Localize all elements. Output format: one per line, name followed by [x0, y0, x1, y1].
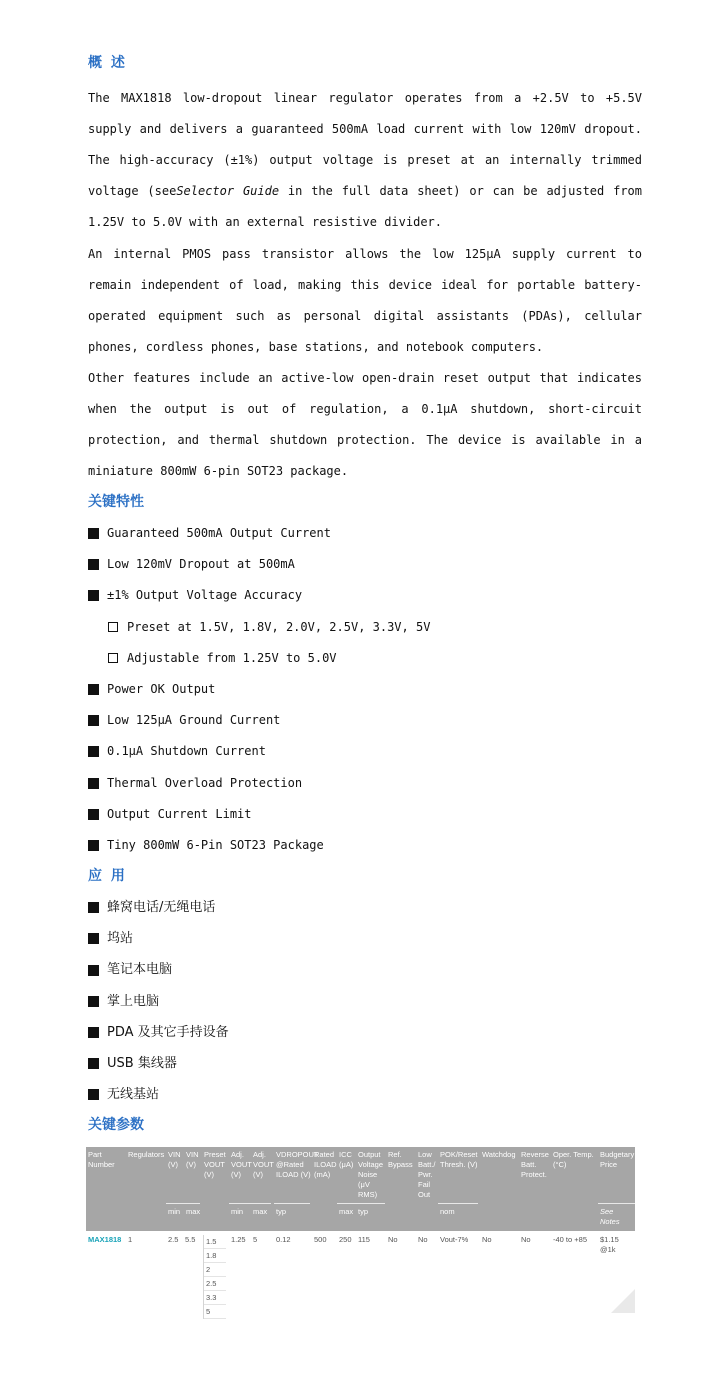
features-heading: 关键特性 — [88, 494, 144, 510]
sub-vdrop-typ: typ — [276, 1207, 287, 1216]
overview-heading: 概 述 — [88, 55, 127, 71]
preset-value: 1.8 — [204, 1249, 226, 1263]
feature-item: Guaranteed 500mA Output Current — [88, 518, 642, 549]
application-item: 无线基站 — [88, 1079, 642, 1110]
features-list — [88, 518, 642, 861]
bullet-square-icon — [88, 933, 99, 944]
feature-subitem: Adjustable from 1.25V to 5.0V — [88, 643, 642, 674]
bullet-square-icon — [88, 778, 99, 789]
preset-value: 1.5 — [204, 1235, 226, 1249]
bullet-square-icon — [88, 1058, 99, 1069]
cell-vin-max: 5.5 — [185, 1235, 196, 1244]
bullet-square-icon — [88, 1089, 99, 1100]
cell-low-batt: No — [418, 1235, 428, 1244]
overview-paragraph-1 — [88, 83, 642, 238]
feature-item: Power OK Output — [88, 674, 642, 705]
feature-item: Output Current Limit — [88, 799, 642, 830]
application-item: PDA 及其它手持设备 — [88, 1017, 642, 1048]
feature-item: ±1% Output Voltage Accuracy — [88, 580, 642, 611]
col-adj-vout-min: Adj. VOUT (V) — [231, 1150, 252, 1179]
subheader-divider — [229, 1203, 271, 1204]
overview-paragraph-3: Other features include an active-low open-drain reset output that indicates when the output is out of regulation, a 0.1μA shutdown, short-circuit protection, and thermal shutdown protection. The device is available in a miniature 800mW 6-pin SOT23 package. — [88, 371, 642, 478]
col-reverse-batt: Reverse Batt. Protect. — [521, 1150, 549, 1179]
col-budgetary-price: Budgetary Price — [600, 1150, 635, 1169]
parameters-heading: 关键参数 — [88, 1117, 144, 1134]
subheader-divider — [438, 1203, 478, 1204]
bullet-square-icon — [88, 559, 99, 570]
feature-subitem: Preset at 1.5V, 1.8V, 2.0V, 2.5V, 3.3V, 5V — [88, 612, 642, 643]
col-part-number: Part Number — [88, 1150, 115, 1169]
cell-pok-reset: Vout-7% — [440, 1235, 469, 1244]
feature-item: Low 120mV Dropout at 500mA — [88, 549, 642, 580]
bullet-square-icon — [88, 996, 99, 1007]
sub-icc-max: max — [339, 1207, 354, 1216]
sub-vin-min: min — [168, 1207, 181, 1216]
cell-ref-bypass: No — [388, 1235, 398, 1244]
col-ref-bypass: Ref. Bypass — [388, 1150, 413, 1169]
page-fold-corner — [611, 1289, 635, 1313]
application-item: 坞站 — [88, 923, 642, 954]
sub-vin-max: max — [186, 1207, 201, 1216]
applications-list — [88, 892, 642, 1110]
bullet-square-icon — [88, 528, 99, 539]
bullet-square-icon — [88, 1027, 99, 1038]
cell-adj-min: 1.25 — [231, 1235, 246, 1244]
table-header — [86, 1147, 635, 1231]
bullet-box-icon — [108, 622, 118, 632]
col-regulators: Regulators — [128, 1150, 165, 1159]
overview-paragraph-2: An internal PMOS pass transistor allows the low 125μA supply current to remain independent of load, making this device ideal for portable battery-operated equipment such as personal digital assistants (PDAs), cellular phones, cordless phones, base stations, and notebook computers. — [88, 247, 642, 354]
bullet-square-icon — [88, 902, 99, 913]
overview-p1-text-b: in the full data sheet) or can be adjusted from 1.25V to 5.0V with an external resistive divider. — [88, 184, 642, 229]
application-item: 笔记本电脑 — [88, 954, 642, 985]
cell-watchdog: No — [482, 1235, 492, 1244]
col-pok-reset: POK/Reset Thresh. (V) — [440, 1150, 478, 1169]
sub-adj-max: max — [253, 1207, 268, 1216]
overview-p1-text-a: The MAX1818 low-dropout linear regulator operates from a +2.5V to +5.5V supply and delivers a guaranteed 500mA load current with low 120mV dropout. The high-accuracy (±1%) output voltage is preset at an internally trimmed voltage (see — [88, 91, 642, 198]
bullet-square-icon — [88, 840, 99, 851]
bullet-square-icon — [88, 965, 99, 976]
table-row — [86, 1231, 635, 1316]
subheader-divider — [274, 1203, 310, 1204]
col-vin-max: VIN (V) — [186, 1150, 199, 1169]
bullet-square-icon — [88, 715, 99, 726]
bullet-square-icon — [88, 684, 99, 695]
cell-budgetary-price: $1.15 @1k — [600, 1235, 619, 1254]
selector-guide-ref: Selector Guide — [176, 184, 280, 198]
application-item: 掌上电脑 — [88, 986, 642, 1017]
feature-item: Tiny 800mW 6-Pin SOT23 Package — [88, 830, 642, 861]
sub-pok-nom: nom — [440, 1207, 455, 1216]
subheader-divider — [166, 1203, 200, 1204]
feature-item: Low 125μA Ground Current — [88, 705, 642, 736]
col-adj-vout-max: Adj. VOUT (V) — [253, 1150, 274, 1179]
col-icc: ICC (μA) — [339, 1150, 354, 1169]
col-vin-min: VIN (V) — [168, 1150, 181, 1169]
preset-value: 2 — [204, 1263, 226, 1277]
feature-item: 0.1μA Shutdown Current — [88, 736, 642, 767]
col-preset-vout: Preset VOUT (V) — [204, 1150, 226, 1179]
col-output-noise: Output Voltage Noise (μV RMS) — [358, 1150, 384, 1199]
part-number-link[interactable]: MAX1818 — [88, 1235, 122, 1244]
sub-adj-min: min — [231, 1207, 244, 1216]
cell-oper-temp: -40 to +85 — [553, 1235, 587, 1244]
cell-rated-iload: 500 — [314, 1235, 327, 1244]
cell-regulators: 1 — [128, 1235, 133, 1244]
parameters-table — [86, 1147, 635, 1316]
subheader-divider — [337, 1203, 385, 1204]
preset-vout-list — [203, 1235, 226, 1319]
cell-adj-max: 5 — [253, 1235, 258, 1244]
sub-price-notes: See Notes — [600, 1207, 620, 1226]
col-rated-iload: Rated ILOAD (mA) — [314, 1150, 337, 1179]
col-vdropout: VDROPOUT @Rated ILOAD (V) — [276, 1150, 319, 1179]
col-low-batt: Low Batt./ Pwr. Fail Out — [418, 1150, 436, 1199]
applications-heading: 应 用 — [88, 868, 127, 885]
bullet-square-icon — [88, 809, 99, 820]
subheader-divider — [598, 1203, 635, 1204]
document-body — [88, 52, 642, 1136]
sub-noise-typ: typ — [358, 1207, 369, 1216]
bullet-box-icon — [108, 653, 118, 663]
preset-value: 2.5 — [204, 1277, 226, 1291]
cell-reverse-batt: No — [521, 1235, 531, 1244]
cell-vdropout: 0.12 — [276, 1235, 291, 1244]
application-item: 蜂窝电话/无绳电话 — [88, 892, 642, 923]
application-item: USB 集线器 — [88, 1048, 642, 1079]
preset-value: 5 — [204, 1305, 226, 1319]
bullet-square-icon — [88, 746, 99, 757]
bullet-square-icon — [88, 590, 99, 601]
col-watchdog: Watchdog — [482, 1150, 516, 1159]
cell-vin-min: 2.5 — [168, 1235, 179, 1244]
cell-icc: 250 — [339, 1235, 352, 1244]
col-oper-temp: Oper. Temp. (°C) — [553, 1150, 594, 1169]
feature-item: Thermal Overload Protection — [88, 768, 642, 799]
cell-noise: 115 — [358, 1235, 370, 1244]
preset-value: 3.3 — [204, 1291, 226, 1305]
